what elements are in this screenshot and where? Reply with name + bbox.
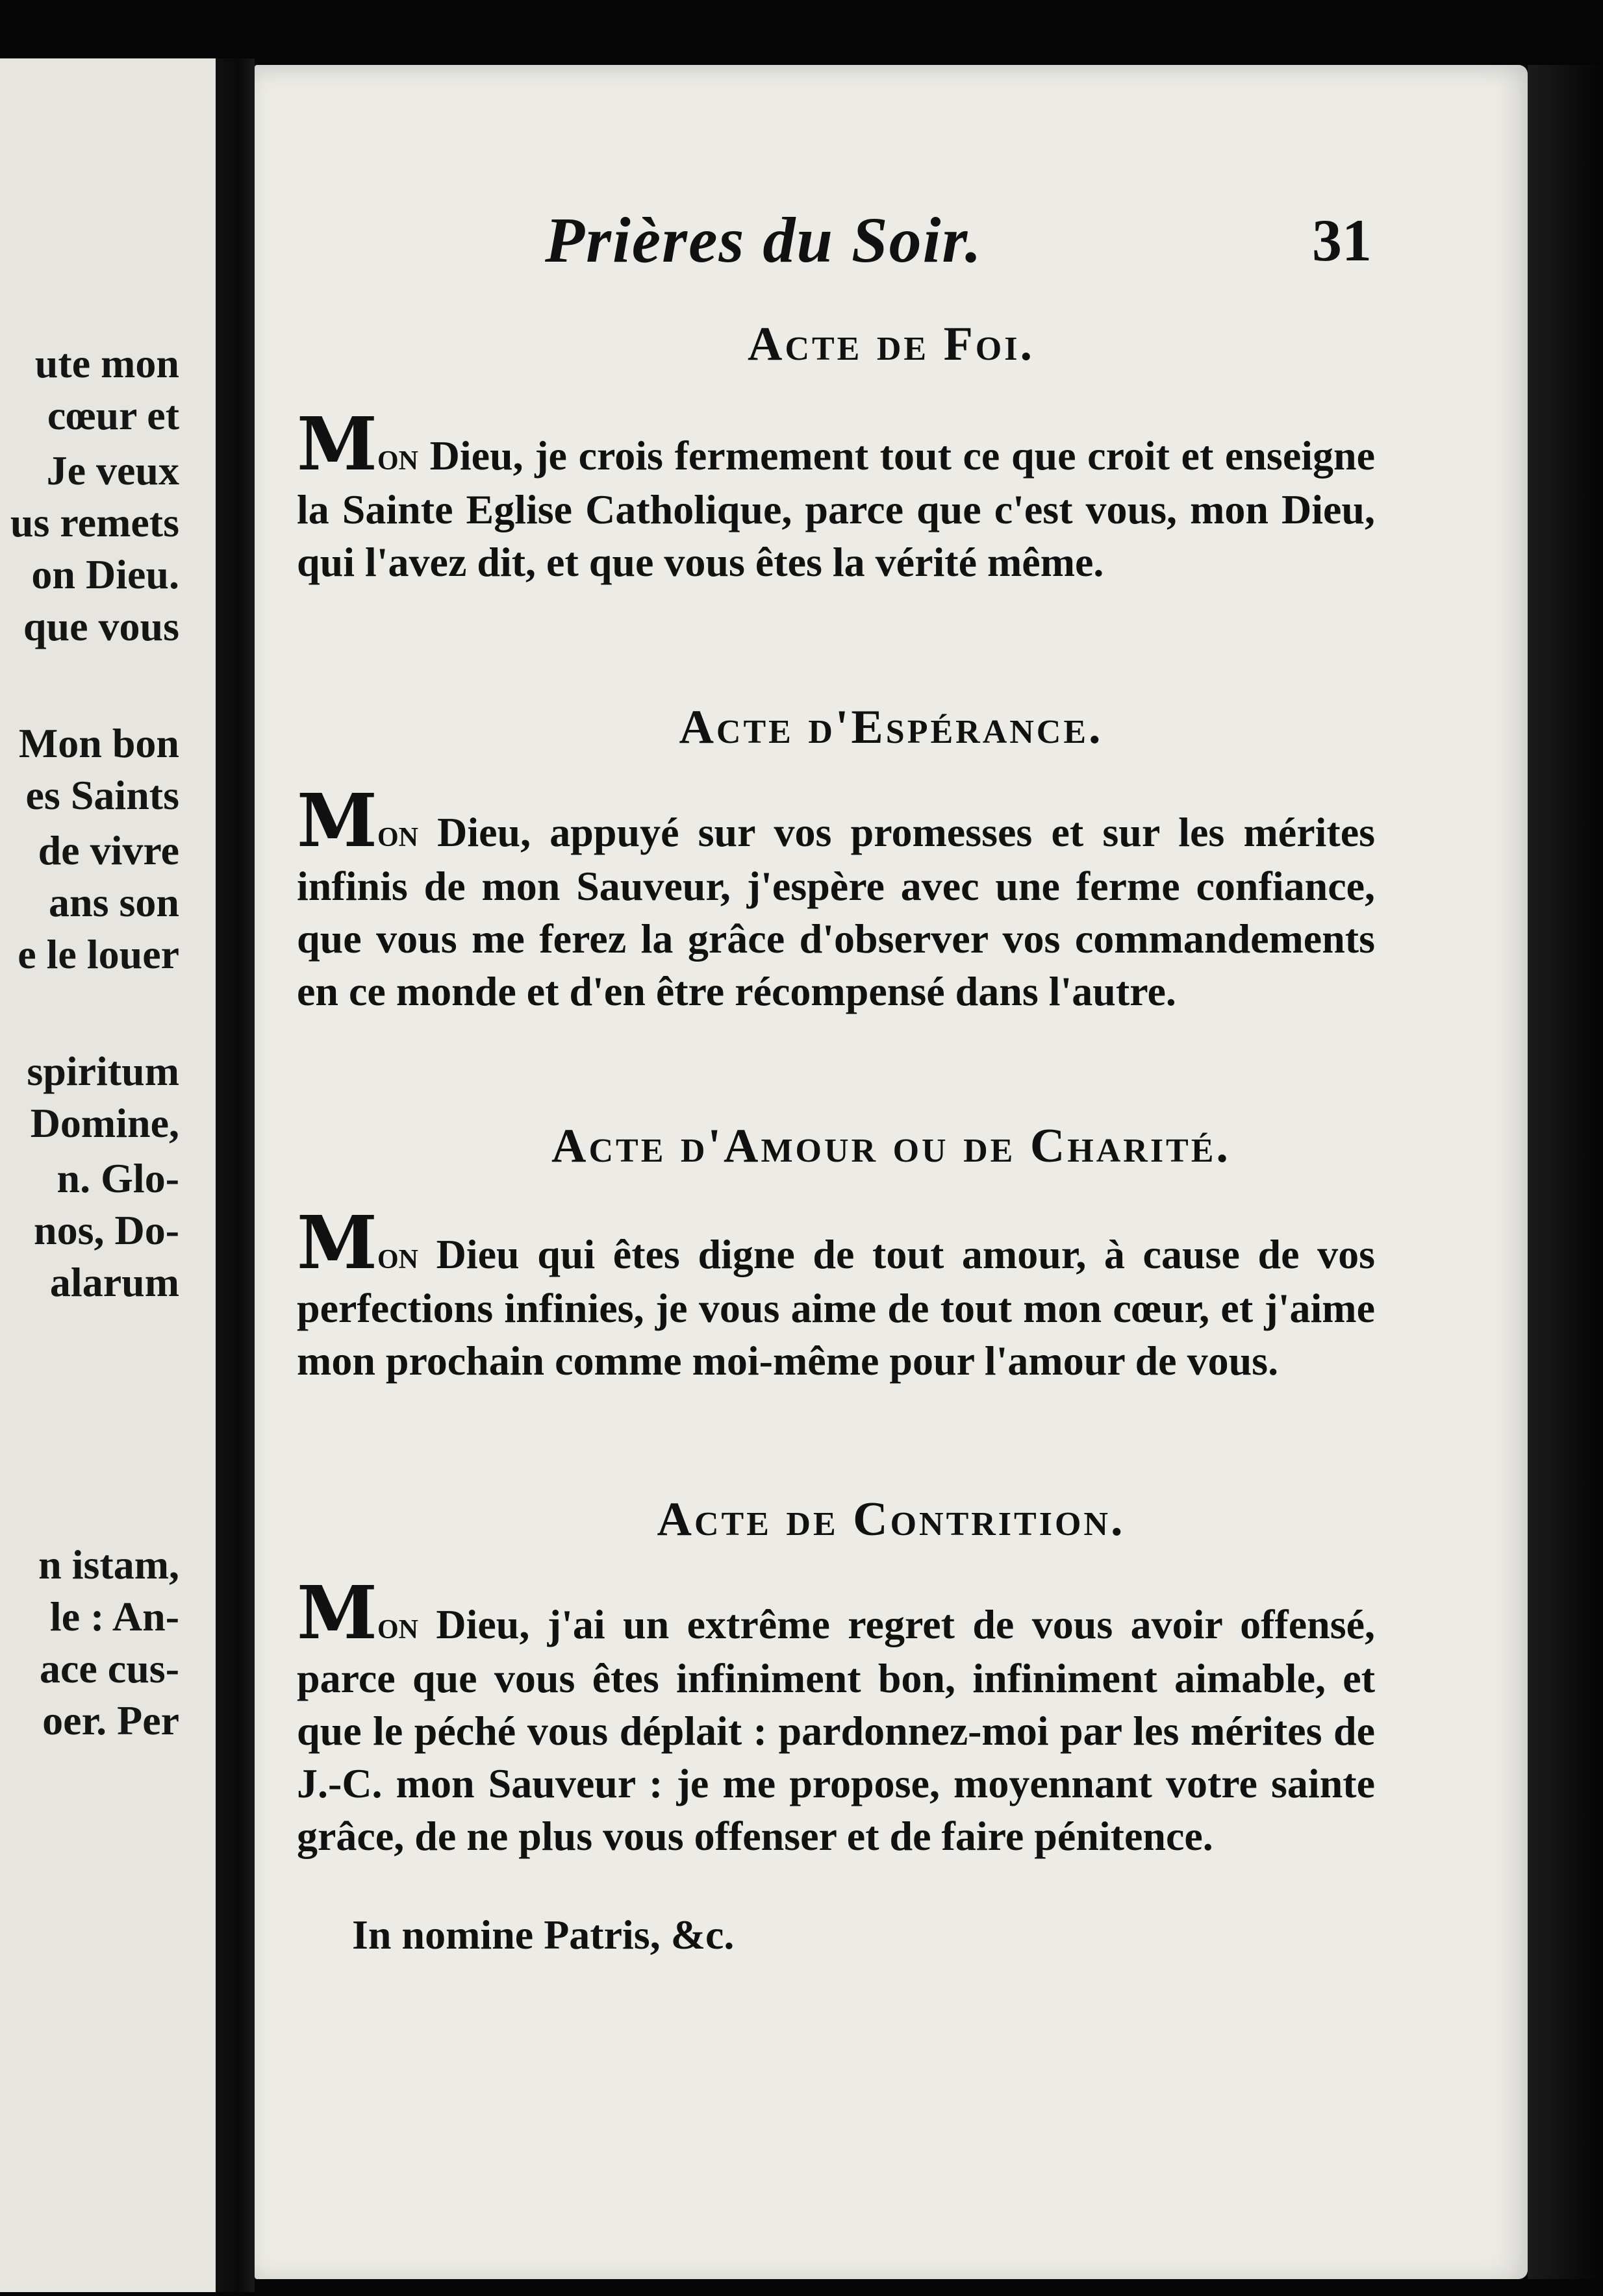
left-page-line: ace cus- bbox=[39, 1645, 179, 1691]
left-page-line: de vivre bbox=[38, 827, 179, 873]
left-page-line: on Dieu. bbox=[31, 551, 179, 597]
book-page bbox=[255, 65, 1528, 2279]
section-paragraph bbox=[297, 1201, 1375, 1387]
section-heading: Acte d'Amour ou de Charité. bbox=[551, 1119, 1231, 1173]
left-page-line: ute mon bbox=[34, 340, 179, 386]
left-page-line: Mon bon bbox=[18, 720, 179, 766]
left-page-line: que vous bbox=[23, 603, 179, 649]
left-page-line: nos, Do- bbox=[33, 1207, 179, 1253]
section-heading: Acte de Contrition. bbox=[657, 1493, 1126, 1546]
running-head bbox=[255, 201, 1528, 279]
left-page-line: n. Glo- bbox=[57, 1155, 179, 1201]
lead-small-caps: on bbox=[377, 1234, 418, 1277]
section-paragraph bbox=[297, 779, 1375, 1017]
left-page-line: e le louer bbox=[18, 931, 179, 977]
running-title: Prières du Soir. bbox=[545, 204, 983, 276]
section-paragraph bbox=[297, 402, 1375, 588]
left-page-line: cœur et bbox=[47, 392, 179, 438]
page-number: 31 bbox=[1312, 207, 1372, 273]
paragraph-text: Dieu qui êtes digne de tout amour, à cause de vos perfections infinies, je vous aime de tout mon cœur, et j'aime mon prochain comme moi-même pour l'amour de vous. bbox=[297, 1231, 1375, 1384]
drop-cap: M bbox=[297, 779, 377, 864]
left-page-line: n istam, bbox=[38, 1541, 179, 1588]
lead-small-caps: on bbox=[377, 435, 418, 478]
section-heading: Acte de Foi. bbox=[748, 318, 1035, 371]
left-page-line: Domine, bbox=[30, 1100, 179, 1146]
left-page-line: Je veux bbox=[46, 447, 179, 493]
paragraph-text: Dieu, je crois fermement tout ce que croit et enseigne la Sainte Eglise Catholique, parce que c'est vous, mon Dieu, qui l'avez dit, et que vous êtes la vérité même. bbox=[297, 432, 1375, 585]
paragraph-text: Dieu, appuyé sur vos promesses et sur les mérites infinis de mon Sauveur, j'espère avec une ferme confiance, que vous me ferez la grâce d'observer vos commandements en ce monde et d'en être récompensé dans l'autre. bbox=[297, 809, 1375, 1014]
section-heading: Acte d'Espérance. bbox=[679, 701, 1104, 754]
left-page-line: spiritum bbox=[27, 1048, 179, 1094]
left-page-line: ans son bbox=[49, 879, 179, 925]
section-paragraph bbox=[297, 1571, 1375, 1862]
left-page-line: us remets bbox=[10, 499, 179, 545]
left-page-line: alarum bbox=[49, 1259, 179, 1305]
drop-cap: M bbox=[297, 1571, 377, 1656]
left-page-line: es Saints bbox=[25, 772, 179, 818]
left-page-line: oer. Per bbox=[42, 1697, 179, 1743]
closing-formula: In nomine Patris, &c. bbox=[352, 1912, 735, 1958]
page-edge-shadow bbox=[1528, 65, 1603, 2279]
lead-small-caps: on bbox=[377, 812, 418, 855]
left-facing-page bbox=[0, 58, 216, 2292]
left-page-line: le : An- bbox=[49, 1593, 179, 1640]
book-gutter bbox=[216, 58, 255, 2292]
paragraph-text: Dieu, j'ai un extrême regret de vous avoir offensé, parce que vous êtes infiniment bon, infiniment aimable, et que le péché vous déplait : pardonnez-moi par les mérites de J.-C. mon Sauveur : je me propose, moyennant votre sainte grâce, de ne plus vous offenser et de faire pénitence. bbox=[297, 1601, 1375, 1859]
lead-small-caps: on bbox=[377, 1604, 418, 1647]
drop-cap: M bbox=[297, 1201, 377, 1286]
drop-cap: M bbox=[297, 402, 377, 487]
